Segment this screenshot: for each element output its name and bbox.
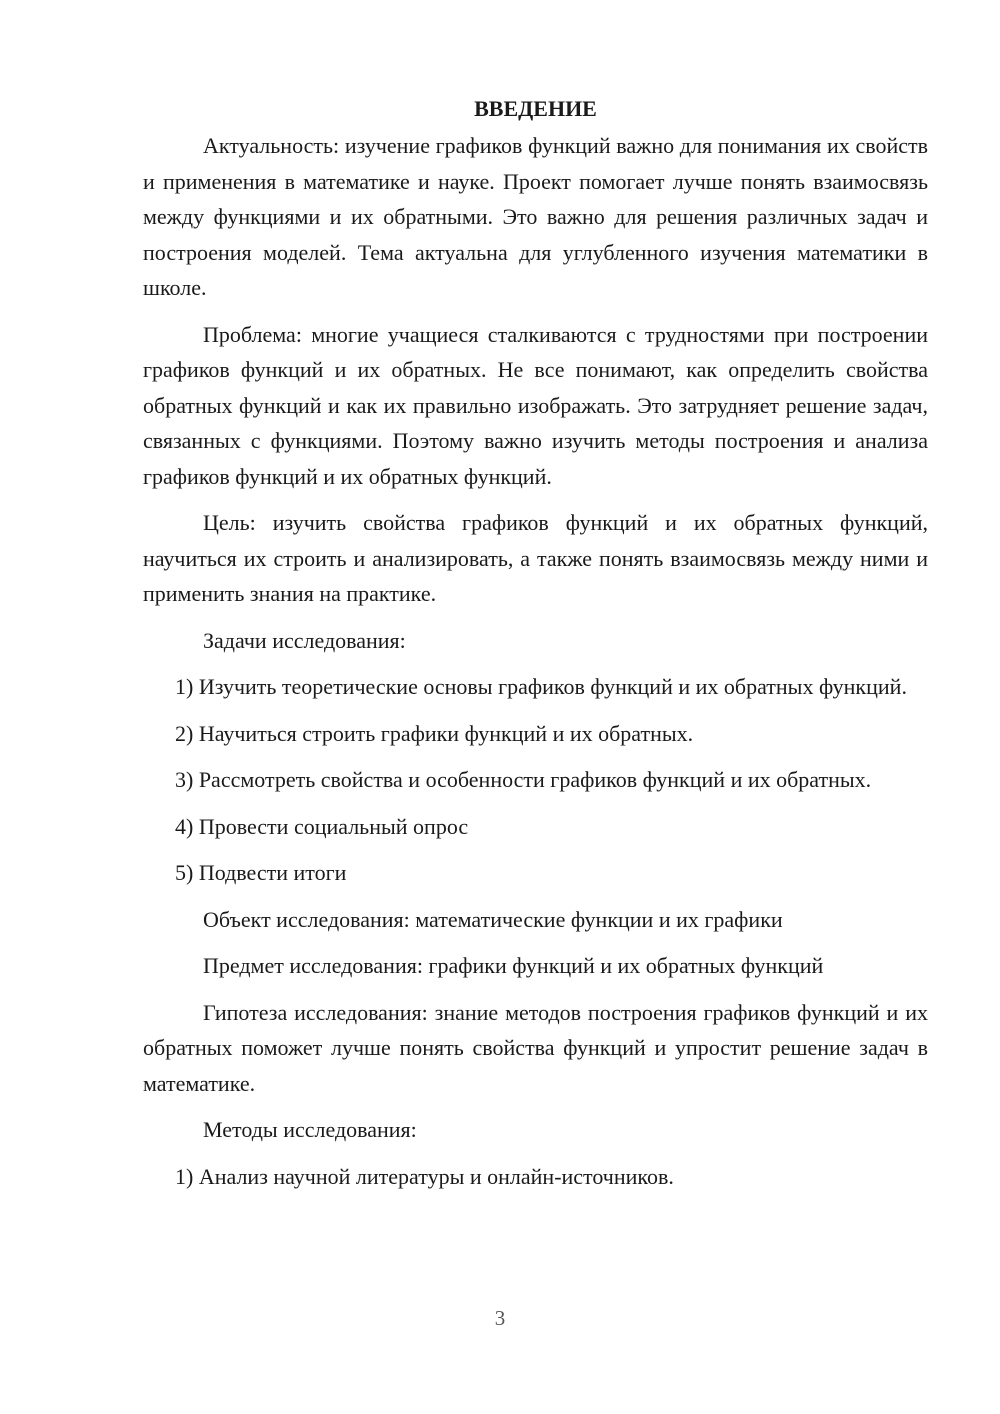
paragraph-subject: Предмет исследования: графики функций и их обратных функций bbox=[203, 953, 824, 978]
methods-heading: Методы исследования: bbox=[203, 1117, 417, 1142]
page-content bbox=[143, 92, 928, 1205]
method-item: 1) Анализ научной литературы и онлайн-источников. bbox=[175, 1163, 674, 1189]
task-item: 5) Подвести итоги bbox=[175, 860, 347, 885]
task-item: 2) Научиться строить графики функций и их обратных. bbox=[175, 720, 694, 746]
paragraph-hypothesis: Гипотеза исследования: знание методов построения графиков функций и их обратных поможет лучше понять свойства функций и упростит решение задач в математике. bbox=[143, 999, 928, 1096]
paragraph-relevance: Актуальность: изучение графиков функций важно для понимания их свойств и применения в математике и науке. Проект помогает лучше понять взаимосвязь между функциями и их обратными. Это важно для решения различных задач и построения моделей. Тема актуальна для углубленного изучения математики в школе. bbox=[143, 133, 928, 300]
paragraph-goal: Цель: изучить свойства графиков функций и их обратных функций, научиться их строить и анализировать, а также понять взаимосвязь между ними и применить знания на практике. bbox=[143, 510, 928, 606]
tasks-heading: Задачи исследования: bbox=[203, 627, 406, 653]
page-number: 3 bbox=[494, 1306, 506, 1330]
task-item: 4) Провести социальный опрос bbox=[175, 813, 469, 839]
section-title: ВВЕДЕНИЕ bbox=[474, 96, 597, 121]
paragraph-object: Объект исследования: математические функции и их графики bbox=[203, 906, 783, 932]
task-item: 1) Изучить теоретические основы графиков функций и их обратных функций. bbox=[175, 674, 907, 699]
paragraph-problem: Проблема: многие учащиеся сталкиваются с трудностями при построении графиков функций и их обратных. Не все понимают, как определить свойства обратных функций и как их правильно изображать. Это затрудняет решение задач, связанных с функциями. Поэтому важно изучить методы построения и анализа графиков функций и их обратных функций. bbox=[143, 321, 928, 489]
task-item: 3) Рассмотреть свойства и особенности графиков функций и их обратных. bbox=[175, 767, 872, 792]
